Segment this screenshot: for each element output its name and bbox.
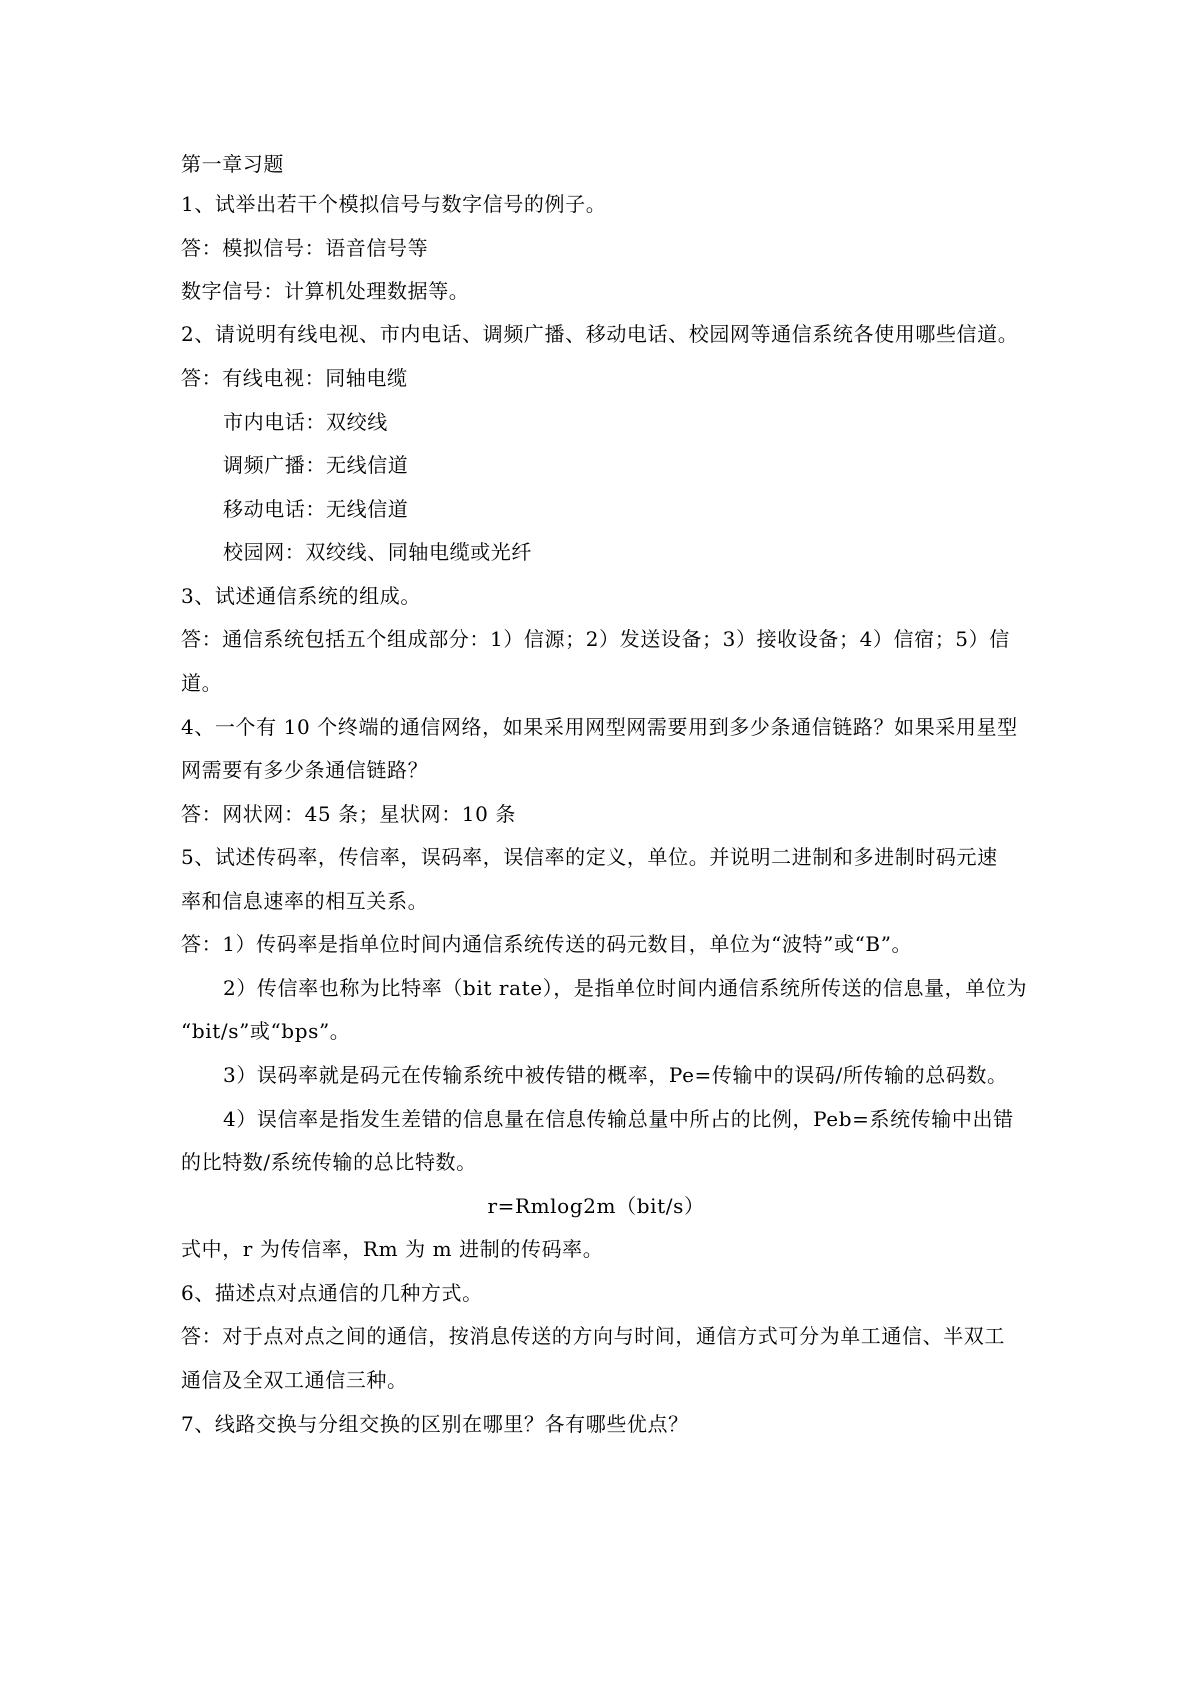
chapter-title: 第一章习题	[181, 152, 284, 176]
question-7: 7、线路交换与分组交换的区别在哪里？各有哪些优点？	[181, 1412, 689, 1436]
question-3: 3、试述通信系统的组成。	[181, 584, 421, 608]
answer-5-item-2-line-1: 2）传信率也称为比特率（bit rate），是指单位时间内通信系统所传送的信息量，单位为	[223, 976, 1028, 1000]
question-6: 6、描述点对点通信的几种方式。	[181, 1281, 483, 1305]
answer-6-line-1: 答：对于点对点之间的通信，按消息传送的方向与时间，通信方式可分为单工通信、半双工	[181, 1324, 1005, 1348]
answer-4: 答：网状网：45 条；星状网：10 条	[181, 802, 517, 826]
formula: r=Rmlog2m（bit/s）	[487, 1194, 705, 1218]
answer-2-line-2: 市内电话：双绞线	[223, 410, 388, 434]
answer-1-line-1: 答：模拟信号：语音信号等	[181, 236, 429, 260]
answer-3-line-1: 答：通信系统包括五个组成部分：1）信源；2）发送设备；3）接收设备；4）信宿；5）信	[181, 627, 1010, 651]
question-5-line-1: 5、试述传码率，传信率，误码率，误信率的定义，单位。并说明二进制和多进制时码元速	[181, 845, 998, 869]
answer-2-line-4: 移动电话：无线信道	[223, 497, 409, 521]
question-4-line-1: 4、一个有 10 个终端的通信网络，如果采用网型网需要用到多少条通信链路？如果采用星型	[181, 715, 1018, 739]
answer-1-line-2: 数字信号：计算机处理数据等。	[181, 279, 470, 303]
answer-6-line-2: 通信及全双工通信三种。	[181, 1368, 408, 1392]
question-5-line-2: 率和信息速率的相互关系。	[181, 889, 429, 913]
answer-2-line-3: 调频广播：无线信道	[223, 453, 409, 477]
answer-5-item-4-line-1: 4）误信率是指发生差错的信息量在信息传输总量中所占的比例，Peb=系统传输中出错	[223, 1107, 1014, 1131]
question-2: 2、请说明有线电视、市内电话、调频广播、移动电话、校园网等通信系统各使用哪些信道。	[181, 322, 1019, 346]
answer-3-line-2: 道。	[181, 671, 223, 695]
question-1: 1、试举出若干个模拟信号与数字信号的例子。	[181, 192, 607, 216]
answer-2-line-5: 校园网：双绞线、同轴电缆或光纤	[223, 540, 532, 564]
formula-explanation: 式中，r 为传信率，Rm 为 m 进制的传码率。	[181, 1237, 604, 1261]
answer-5-item-1: 答：1）传码率是指单位时间内通信系统传送的码元数目，单位为“波特”或“B”。	[181, 932, 913, 956]
answer-5-item-3: 3）误码率就是码元在传输系统中被传错的概率，Pe=传输中的误码/所传输的总码数。	[223, 1063, 1008, 1087]
question-4-line-2: 网需要有多少条通信链路？	[181, 758, 429, 782]
answer-5-item-4-line-2: 的比特数/系统传输的总比特数。	[181, 1150, 477, 1174]
answer-2-line-1: 答：有线电视：同轴电缆	[181, 366, 408, 390]
answer-5-item-2-line-2: “bit/s”或“bps”。	[181, 1019, 351, 1043]
